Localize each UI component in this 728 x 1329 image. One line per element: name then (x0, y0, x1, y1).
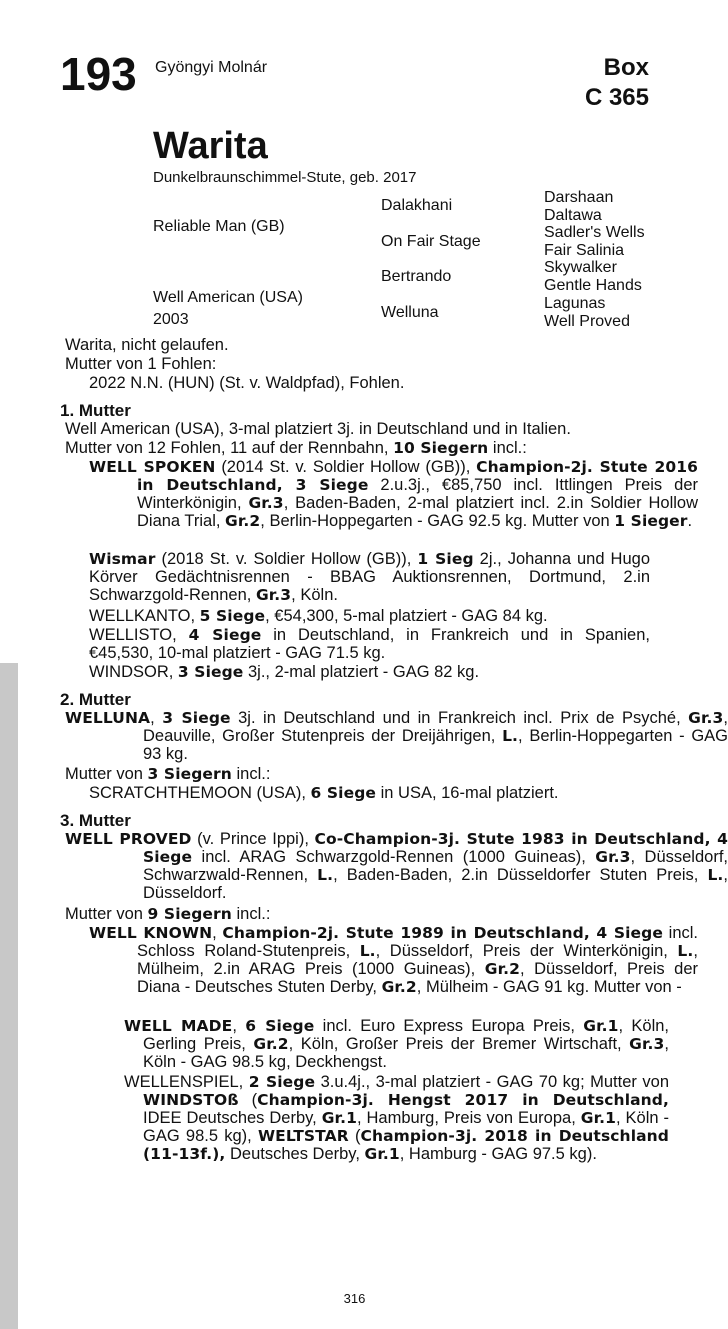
pedigree-sire-dam: On Fair Stage (381, 233, 481, 250)
dam-produce-summary: Mutter von 3 Siegern incl.: (65, 765, 271, 783)
pedigree-dam-year: 2003 (153, 311, 189, 328)
pedigree-sire: Reliable Man (GB) (153, 218, 285, 235)
produce-entry: 2022 N.N. (HUN) (St. v. Waldpfad), Fohlen. (89, 374, 405, 392)
pedigree-ggp: Daltawa (544, 207, 602, 224)
pedigree-ggp: Well Proved (544, 313, 630, 330)
box-label: Box (603, 54, 649, 81)
produce-windsor: WINDSOR, 3 Siege 3j., 2-mal platziert - GAG 82 kg. (89, 663, 480, 681)
race-record: Warita, nicht gelaufen. (65, 336, 229, 354)
box-info (585, 53, 649, 113)
produce-wismar: Wismar (2018 St. v. Soldier Hollow (GB)), 1 Sieg 2j., Johanna und Hugo Körver Gedächtnisrennen - BBAG Auktionsrennen, Dortmund, 2.in Schwarzgold-Rennen, Gr.3, Köln. (89, 550, 650, 604)
pedigree-dam-sire: Bertrando (381, 268, 452, 285)
pedigree-ggp: Sadler's Wells (544, 224, 645, 241)
pedigree-ggp: Lagunas (544, 295, 606, 312)
section-heading-second-dam: 2. Mutter (60, 690, 131, 709)
pedigree-sire-sire: Dalakhani (381, 197, 453, 214)
dam-welluna: WELLUNA, 3 Siege 3j. in Deutschland und in Frankreich incl. Prix de Psyché, Gr.3, Deauville, Großer Stutenpreis der Dreijährigen, L., Berlin-Hoppegarten - GAG 93 kg. (65, 709, 728, 763)
produce-scratchthemoon: SCRATCHTHEMOON (USA), 6 Siege in USA, 16-mal platziert. (89, 784, 559, 802)
pedigree-dam-dam: Welluna (381, 304, 439, 321)
lot-number: 193 (60, 48, 137, 100)
section-heading-first-dam: 1. Mutter (60, 401, 131, 420)
produce-wellenspiel: WELLENSPIEL, 2 Siege 3.u.4j., 3-mal platziert - GAG 70 kg; Mutter von WINDSTOß (Champion-3j. Hengst 2017 in Deutschland, IDEE Deutsches Derby, Gr.1, Hamburg, Preis von Europa, Gr.1, Köln - GAG 98.5 kg), WELTSTAR (Champion-3j. 2018 in Deutschland (11-13f.), Deutsches Derby, Gr.1, Hamburg - GAG 97.5 kg). (124, 1073, 669, 1163)
produce-wellisto: WELLISTO, 4 Siege in Deutschland, in Frankreich und in Spanien, €45,530, 10-mal platziert - GAG 71.5 kg. (89, 626, 650, 662)
dam-record: Well American (USA), 3-mal platziert 3j. in Deutschland und in Italien. (65, 420, 571, 438)
pedigree-dam: Well American (USA) (153, 289, 303, 306)
produce-wellkanto: WELLKANTO, 5 Siege, €54,300, 5-mal platziert - GAG 84 kg. (89, 607, 548, 625)
produce-well-known: WELL KNOWN, Champion-2j. Stute 1989 in Deutschland, 4 Siege incl. Schloss Roland-Stutenpreis, L., Düsseldorf, Preis der Winterkönigin, L., Mülheim, 2.in ARAG Preis (1000 Guineas), Gr.2, Düsseldorf, Preis der Diana - Deutsches Stuten Derby, Gr.2, Mülheim - GAG 91 kg. Mutter von - (89, 924, 698, 996)
pedigree-ggp: Fair Salinia (544, 242, 625, 259)
pedigree-ggp: Gentle Hands (544, 277, 642, 294)
dam-produce-summary: Mutter von 12 Fohlen, 11 auf der Rennbahn, 10 Siegern incl.: (65, 439, 527, 457)
page-number: 316 (343, 1291, 366, 1306)
vendor-name: Gyöngyi Molnár (155, 59, 268, 76)
produce-well-made: WELL MADE, 6 Siege incl. Euro Express Europa Preis, Gr.1, Köln, Gerling Preis, Gr.2, Köln, Großer Preis der Bremer Wirtschaft, Gr.3, Köln - GAG 98.5 kg, Deckhengst. (124, 1017, 669, 1071)
pedigree-ggp: Darshaan (544, 189, 614, 206)
pedigree-ggp: Skywalker (544, 259, 617, 276)
dam-produce-summary: Mutter von 9 Siegern incl.: (65, 905, 271, 923)
produce-summary: Mutter von 1 Fohlen: (65, 355, 217, 373)
box-number: C 365 (584, 84, 649, 111)
horse-name: Warita (153, 125, 268, 167)
produce-well-spoken: WELL SPOKEN (2014 St. v. Soldier Hollow (GB)), Champion-2j. Stute 2016 in Deutschland, 3 Siege 2.u.3j., €85,750 incl. Ittlingen Preis der Winterkönigin, Gr.3, Baden-Baden, 2-mal platziert incl. 2.in Soldier Hollow Diana Trial, Gr.2, Berlin-Hoppegarten - GAG 92.5 kg. Mutter von 1 Sieger. (89, 458, 698, 530)
page-edge-band (0, 663, 18, 1329)
dam-well-proved: WELL PROVED (v. Prince Ippi), Co-Champion-3j. Stute 1983 in Deutschland, 4 Siege incl. ARAG Schwarzgold-Rennen (1000 Guineas), Gr.3, Düsseldorf, Schwarzwald-Rennen, L., Baden-Baden, 2.in Düsseldorfer Stuten Preis, L., Düsseldorf. (65, 830, 728, 902)
horse-description: Dunkelbraunschimmel-Stute, geb. 2017 (153, 169, 417, 186)
section-heading-third-dam: 3. Mutter (60, 811, 131, 830)
